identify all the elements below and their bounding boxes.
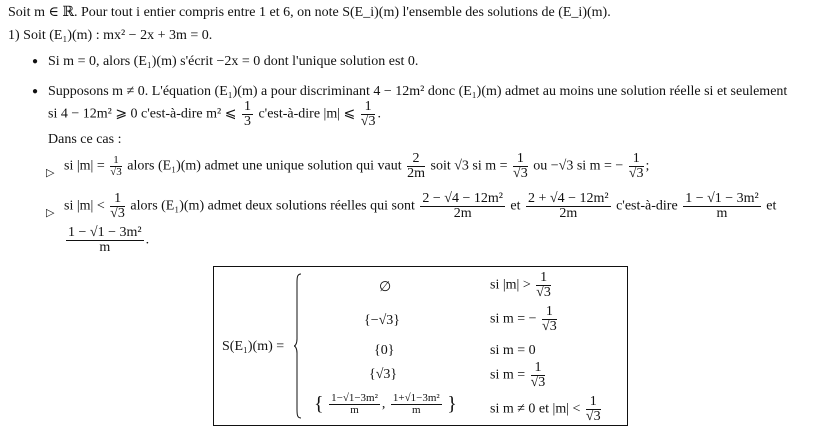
fraction-solution-minus: $\frac{\text{2 − √4 − 12m²}}{2m}$ (422, 191, 503, 221)
fraction-one-over-sqrt3: $\frac{1}{√3}$ (530, 360, 546, 390)
fraction-two-over-2m: $\frac{2}{2m}$ (407, 151, 425, 181)
triangle-bullet-icon: ▷ (46, 167, 55, 179)
fraction-one-over-sqrt3: $\frac{1}{√3}$ (536, 270, 551, 300)
fraction-set-plus: $\frac{\text{1+√1−3m²}}{m}$ (392, 392, 440, 416)
case-1-line: si |m| = $\frac{1}{√3}$ alors (E₁)(m) admet une unique solution qui vaut $\frac{2}{2m}$ soit √3 si m = $\frac{1}{√3}$ ou −√3 si m = − $\frac{1}{√3}$ ; (64, 151, 650, 181)
summary-lhs: S(E₁)(m) = (222, 339, 285, 354)
bullet-1-text: Si m = 0, alors (E₁)(m) s'écrit −2x = 0 dont l'unique solution est 0. (48, 54, 419, 69)
left-brace-icon (294, 273, 302, 419)
fraction-one-over-sqrt3: $\frac{1}{√3}$ (513, 151, 528, 181)
case-row-neg-cond: si m = − $\frac{1}{√3}$ (490, 304, 557, 334)
case-2-line: si |m| < $\frac{1}{√3}$ alors (E₁)(m) admet deux solutions réelles qui sont $\frac{\text{2 − √4 − 12m²}}{2m}$ et $\frac{\text{2 + √4 − 12m²}}{2m}$ c'est-à-dire $\frac{\text{1 − √1 − 3m²}}{m}$ et (64, 191, 777, 221)
case-row-empty-cond: si |m| > $\frac{1}{√3}$ (490, 270, 551, 300)
case-row-pos-set: {√3} (369, 367, 398, 382)
case-row-empty-set: ∅ (379, 280, 392, 295)
case-row-pos-cond: si m = $\frac{1}{√3}$ (490, 360, 546, 390)
bullet-icon: ● (32, 86, 39, 97)
fraction-set-minus: $\frac{\text{1−√1−3m²}}{m}$ (331, 392, 378, 416)
case-2-continuation: $\frac{\text{1 − √1 − 3m²}}{m}$ . (68, 225, 150, 255)
fraction-one-third: $\frac{1}{3}$ (243, 99, 251, 129)
case-row-two-cond: si m ≠ 0 et |m| < $\frac{1}{√3}$ (490, 394, 601, 424)
fraction-one-over-sqrt3: $\frac{1}{√3}$ (628, 151, 644, 181)
fraction-simplified: $\frac{\text{1 − √1 − 3m²}}{m}$ (68, 225, 142, 255)
question-title: Soit (E₁)(m) : mx² − 2x + 3m = 0. (23, 28, 213, 43)
bullet-2-line-2: si 4 − 12m² ⩾ 0 c'est-à-dire m² ⩽ $\frac{1}{3}$ c'est-à-dire |m| ⩽ $\frac{1}{√3}$ . (48, 99, 381, 129)
question-1 (8, 28, 212, 44)
fraction-one-over-sqrt3: $\frac{1}{√3}$ (360, 99, 376, 129)
question-number: 1) (8, 28, 20, 43)
bullet-icon: ● (32, 56, 39, 67)
case-row-zero-set: {0} (374, 343, 395, 358)
intro-text: Soit m ∈ ℝ. Pour tout i entier compris entre 1 et 6, on note S(E_i)(m) l'ensemble des solutions de (E_i)(m). (8, 5, 611, 20)
case-row-neg-set: {−√3} (364, 313, 401, 328)
fraction-one-over-sqrt3: $\frac{1}{√3}$ (110, 191, 125, 221)
fraction-solution-plus: $\frac{\text{2 + √4 − 12m²}}{2m}$ (528, 191, 609, 221)
case-row-zero-cond: si m = 0 (490, 343, 536, 358)
fraction-one-over-sqrt3: $\frac{1}{√3}$ (585, 394, 601, 424)
solution-summary-box (213, 266, 628, 426)
fraction-one-over-sqrt3: $\frac{1}{√3}$ (110, 154, 122, 178)
dans-ce-cas: Dans ce cas : (48, 132, 122, 147)
fraction-simplified: $\frac{\text{1 − √1 − 3m²}}{m}$ (685, 191, 759, 221)
bullet-2-line-1: Supposons m ≠ 0. L'équation (E₁)(m) a pour discriminant 4 − 12m² donc (E₁)(m) admet au moins une solution réelle si et seulement (48, 84, 788, 99)
triangle-bullet-icon: ▷ (46, 207, 55, 219)
fraction-one-over-sqrt3: $\frac{1}{√3}$ (542, 304, 557, 334)
case-row-two-set: { $\frac{\text{1−√1−3m²}}{m}$ , $\frac{\text{1+√1−3m²}}{m}$ } (314, 392, 457, 416)
